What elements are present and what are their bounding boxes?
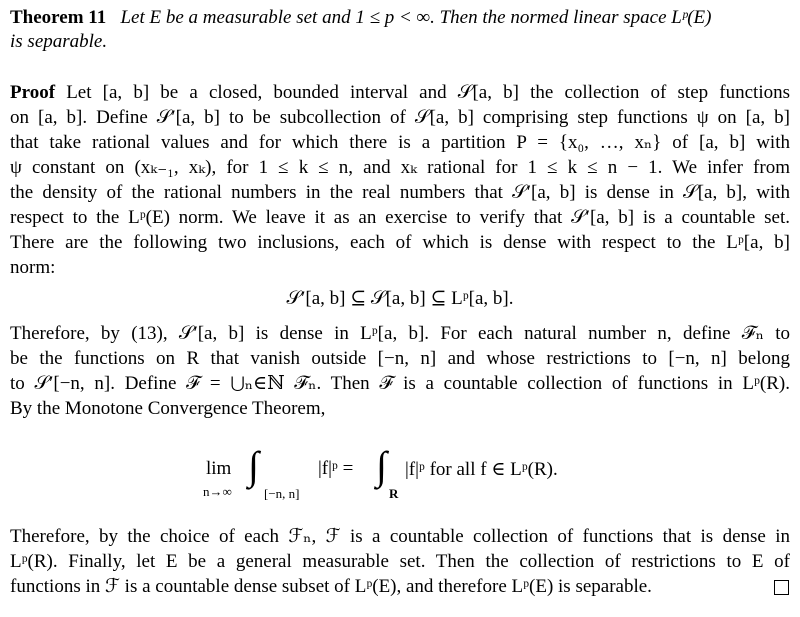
theorem-line: Let E be a measurable set and 1 ≤ p < ∞. Then the normed linear space Lᵖ(E)	[120, 7, 712, 28]
qed-square-icon	[774, 580, 789, 595]
integral-sign: ∫	[248, 443, 259, 488]
display-inclusions: 𝒮′[a, b] ⊆ 𝒮[a, b] ⊆ Lᵖ[a, b].	[286, 288, 514, 309]
proof-line: There are the following two inclusions, each of which is dense with respect to the Lᵖ[a, b]	[10, 232, 790, 253]
proof-line: to 𝒮′[−n, n]. Define ℱ = ⋃ₙ∈ℕ ℱₙ. Then ℱ is a countable collection of functions in Lᵖ(R).	[10, 373, 790, 394]
proof-line: Therefore, by (13), 𝒮′[a, b] is dense in Lᵖ[a, b]. For each natural number n, define ℱₙ to	[10, 323, 790, 344]
proof-line: functions in ℱ is a countable dense subset of Lᵖ(E), and therefore Lᵖ(E) is separable.	[10, 576, 652, 597]
proof-line: respect to the Lᵖ(E) norm. We leave it as an exercise to verify that 𝒮′[a, b] is a countable set.	[10, 207, 790, 228]
integral-sign: ∫	[376, 443, 387, 488]
proof-line: Let [a, b] be a closed, bounded interval and 𝒮[a, b] the collection of step functions	[66, 82, 790, 103]
proof-line: norm:	[10, 257, 56, 278]
proof-line: on [a, b]. Define 𝒮′[a, b] to be subcollection of 𝒮[a, b] comprising step functions ψ on [a, b]	[10, 107, 790, 128]
proof-line: the density of the rational numbers in the real numbers that 𝒮′[a, b] is dense in 𝒮[a, b], with	[10, 182, 790, 203]
integral-domain: R	[389, 486, 399, 501]
proof-line: be the functions on R that vanish outside [−n, n] and whose restrictions to [−n, n] belong	[10, 348, 790, 369]
theorem-label: Theorem 11	[10, 7, 107, 28]
theorem-line: is separable.	[10, 31, 108, 52]
proof-line: By the Monotone Convergence Theorem,	[10, 398, 326, 419]
display-equation	[10, 440, 790, 510]
integrand: |f|ᵖ for all f ∈ Lᵖ(R).	[405, 459, 558, 480]
proof-line: Lᵖ(R). Finally, let E be a general measurable set. Then the collection of restrictions to E of	[10, 551, 790, 572]
integral-domain: [−n, n]	[264, 486, 300, 501]
proof-line: ψ constant on (xₖ₋₁, xₖ), for 1 ≤ k ≤ n, and xₖ rational for 1 ≤ k ≤ n − 1. We infer from	[10, 157, 790, 178]
limit-subscript: n→∞	[203, 484, 232, 499]
integrand: |f|ᵖ =	[318, 458, 354, 479]
limit-operator: lim	[206, 458, 232, 479]
proof-line: that take rational values and for which there is a partition P = {x₀, …, xₙ} of [a, b] with	[10, 132, 790, 153]
proof-label: Proof	[10, 82, 56, 103]
proof-line: Therefore, by the choice of each ℱₙ, ℱ is a countable collection of functions that is dense in	[10, 526, 790, 547]
